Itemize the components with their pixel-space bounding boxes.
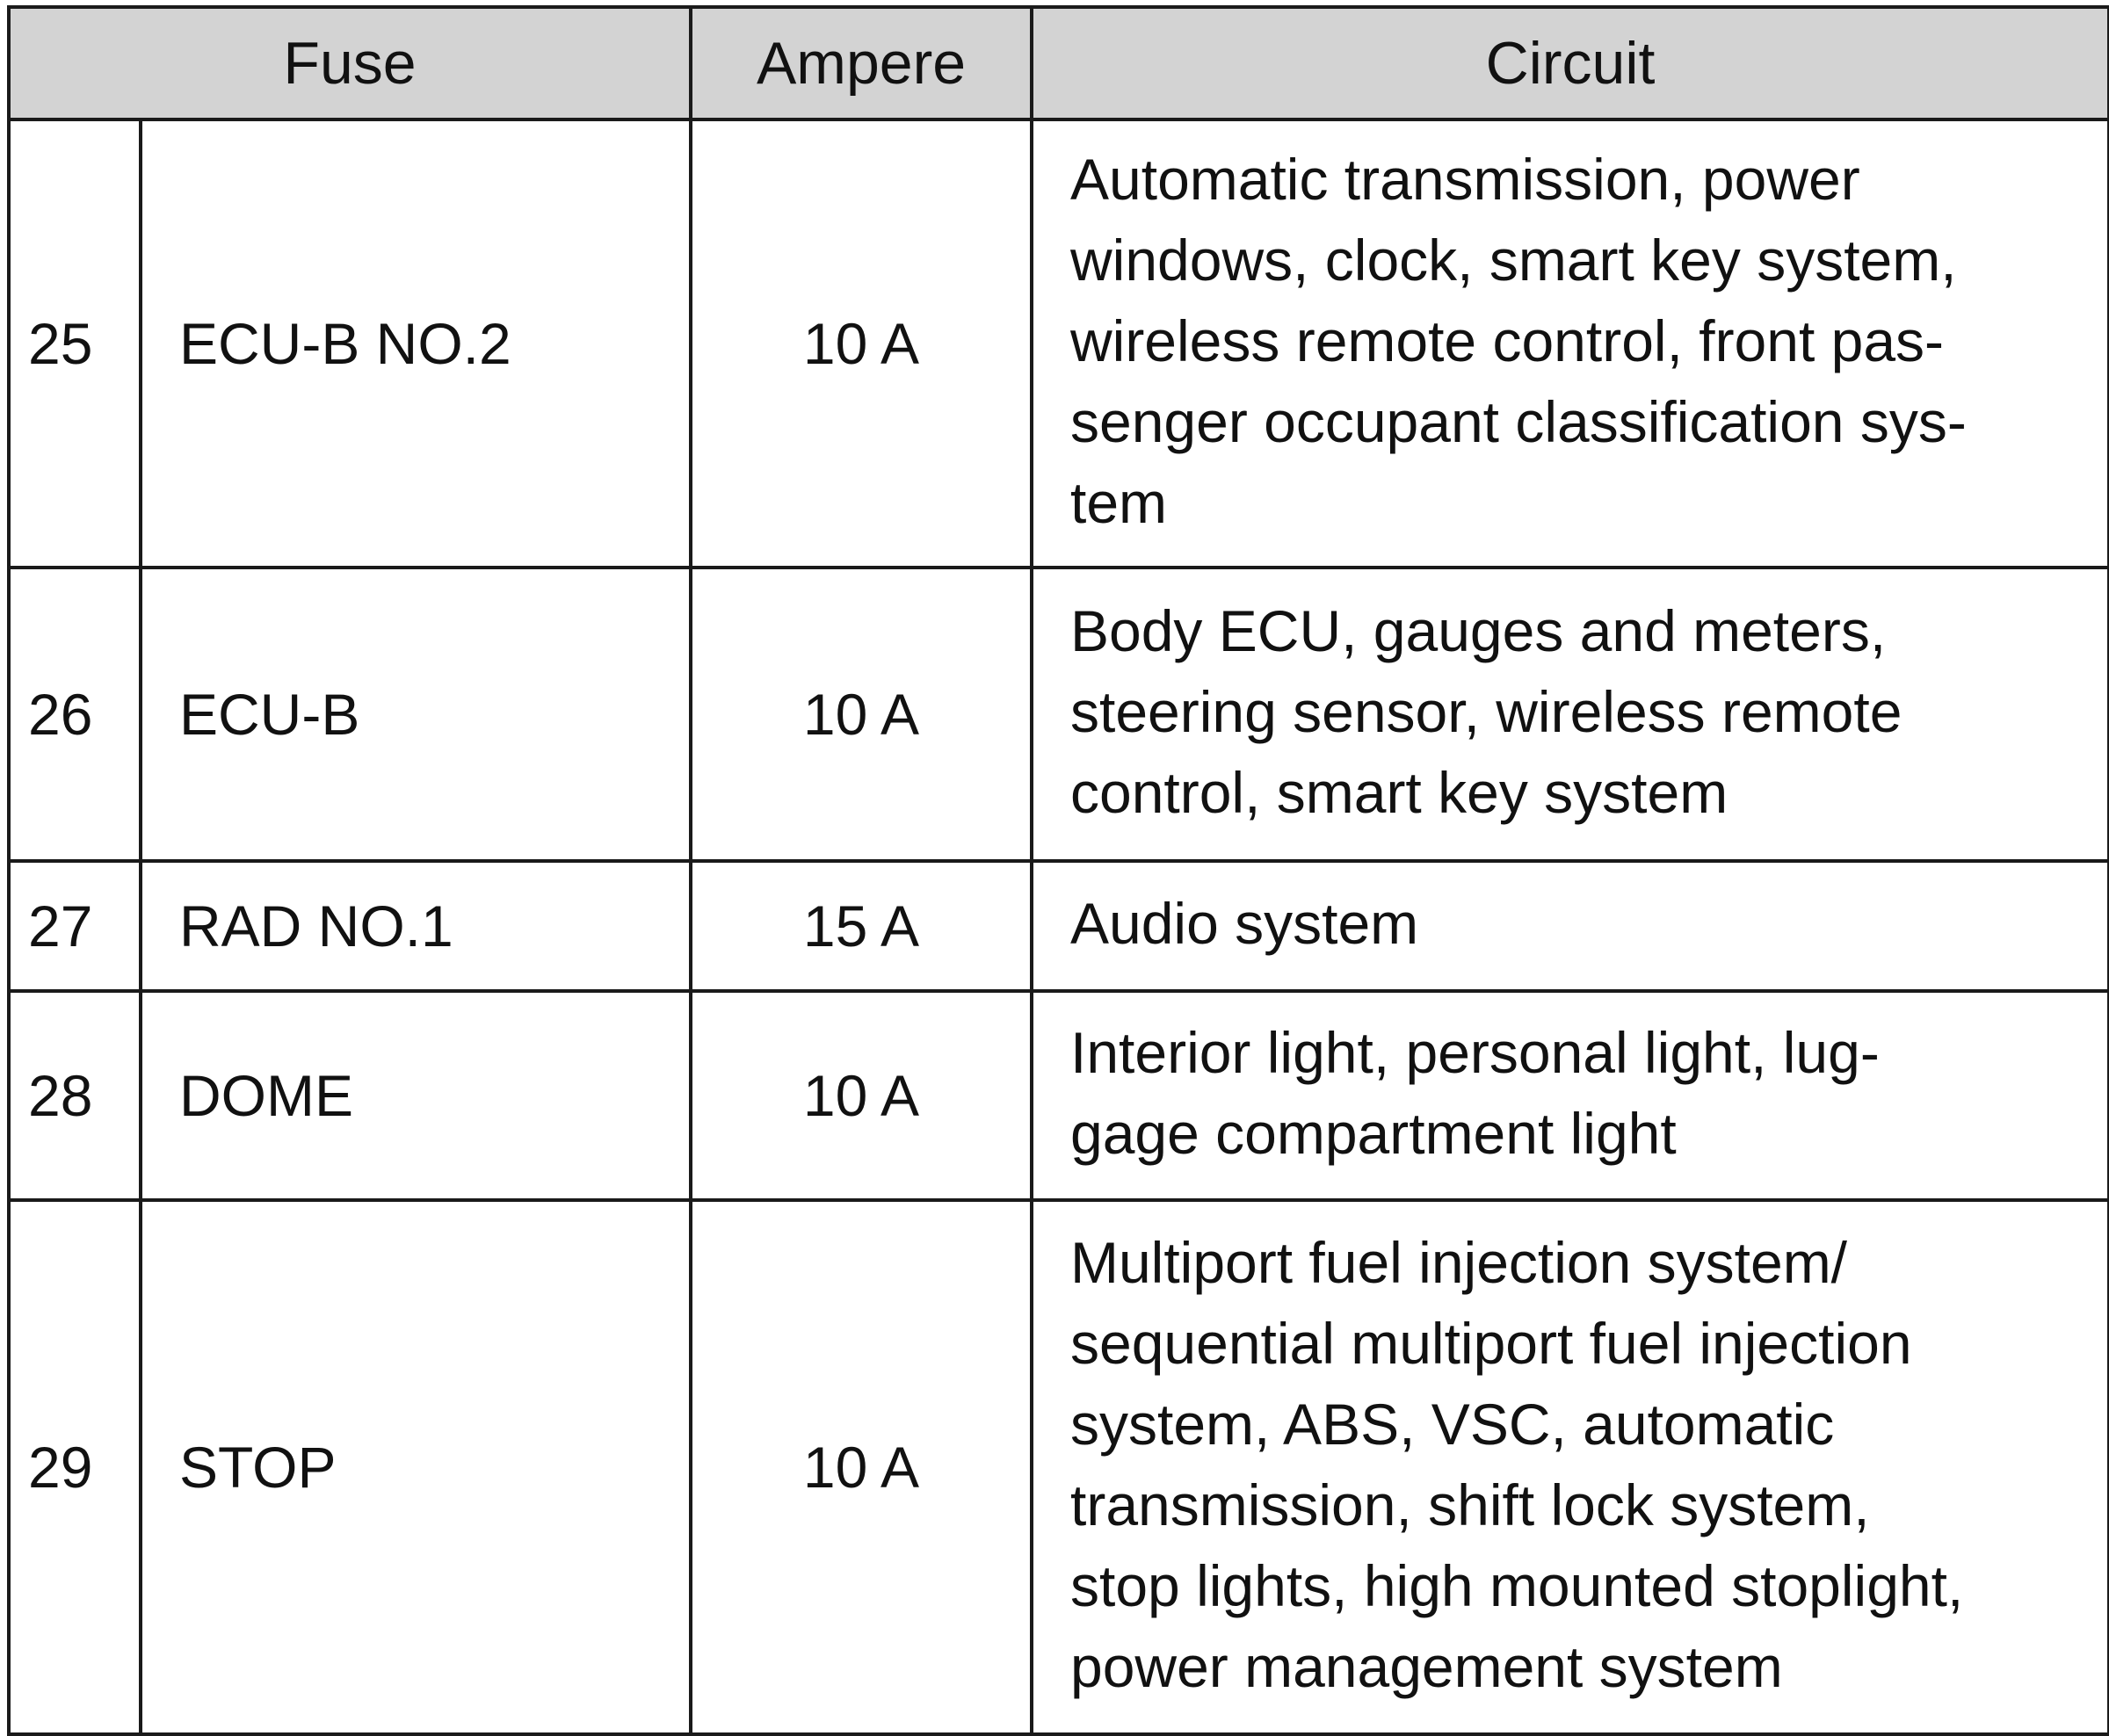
fuse-number: 25 [9,119,141,568]
circuit-line: stop lights, high mounted stoplight, [1070,1553,1964,1618]
fuse-name: ECU-B NO.2 [141,119,691,568]
fuse-circuit [1032,568,2109,861]
circuit-line: windows, clock, smart key system, [1070,228,1957,293]
header-ampere: Ampere [691,7,1032,119]
table-row [9,991,2109,1200]
fuse-ampere: 10 A [691,1200,1032,1734]
fuse-name: DOME [141,991,691,1200]
fuse-name: STOP [141,1200,691,1734]
fuse-circuit [1032,991,2109,1200]
fuse-circuit [1032,1200,2109,1734]
circuit-line: system, ABS, VSC, automatic [1070,1392,1835,1457]
circuit-line: Body ECU, gauges and meters, [1070,598,1887,663]
fuse-name: ECU-B [141,568,691,861]
circuit-line: senger occupant classification sys- [1070,389,1967,454]
circuit-line: Interior light, personal light, lug- [1070,1020,1880,1085]
header-row [9,7,2109,119]
circuit-line: sequential multiport fuel injection [1070,1311,1912,1376]
fuse-circuit [1032,119,2109,568]
fuse-ampere: 15 A [691,861,1032,991]
fuse-ampere: 10 A [691,119,1032,568]
circuit-line: gage compartment light [1070,1101,1677,1166]
circuit-line: Multiport fuel injection system/ [1070,1230,1848,1295]
circuit-line: transmission, shift lock system, [1070,1472,1870,1537]
circuit-line: tem [1070,470,1168,535]
table-row [9,568,2109,861]
circuit-line: wireless remote control, front pas- [1070,308,1945,373]
table-row [9,1200,2109,1734]
fuse-number: 28 [9,991,141,1200]
circuit-line: Automatic transmission, power [1070,147,1860,212]
circuit-line: steering sensor, wireless remote [1070,679,1902,744]
header-circuit: Circuit [1032,7,2109,119]
circuit-line: control, smart key system [1070,760,1729,825]
circuit-line: Audio system [1070,891,1419,956]
fuse-name: RAD NO.1 [141,861,691,991]
fuse-circuit [1032,861,2109,991]
fuse-ampere: 10 A [691,568,1032,861]
fuse-number: 27 [9,861,141,991]
circuit-line: power management system [1070,1634,1783,1699]
fuse-number: 29 [9,1200,141,1734]
fuse-number: 26 [9,568,141,861]
fuse-table [7,5,2109,1736]
table-row [9,861,2109,991]
fuse-ampere: 10 A [691,991,1032,1200]
header-fuse: Fuse [9,7,691,119]
table-row [9,119,2109,568]
